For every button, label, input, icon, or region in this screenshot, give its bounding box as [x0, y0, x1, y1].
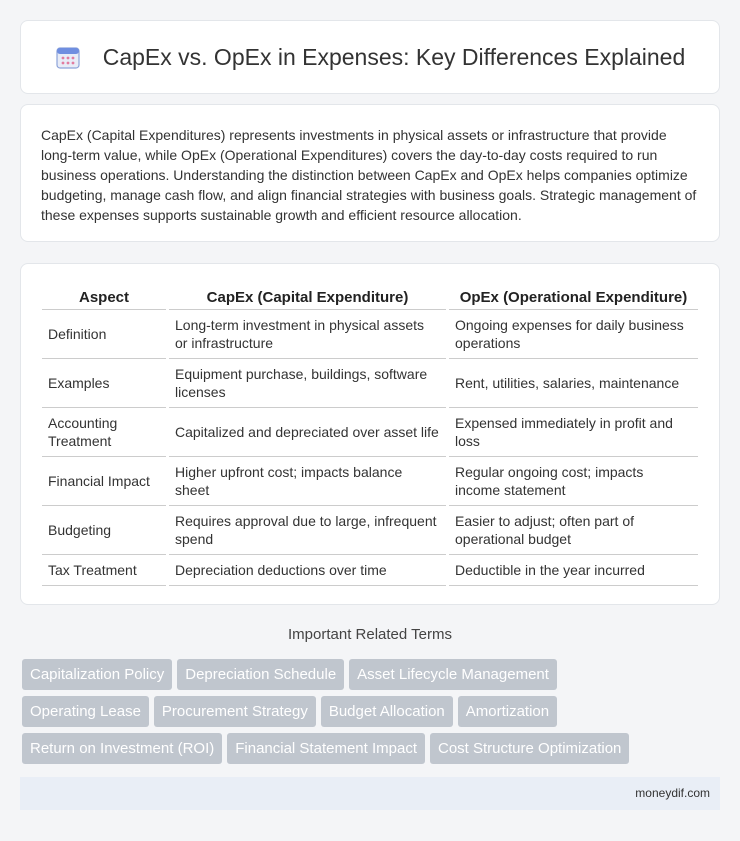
table-cell: Examples — [42, 359, 166, 408]
tag-depreciation-schedule[interactable]: Depreciation Schedule — [177, 659, 344, 690]
header-opex: OpEx (Operational Expenditure) — [449, 284, 698, 310]
table-cell: Deductible in the year incurred — [449, 555, 698, 586]
table-card — [20, 263, 720, 605]
tag-amortization[interactable]: Amortization — [458, 696, 557, 727]
table-cell: Depreciation deductions over time — [169, 555, 446, 586]
table-cell: Regular ongoing cost; impacts income statement — [449, 457, 698, 506]
table-cell: Higher upfront cost; impacts balance sheet — [169, 457, 446, 506]
tag-cost-structure-optimization[interactable]: Cost Structure Optimization — [430, 733, 629, 764]
tag-return-on-investment[interactable]: Return on Investment (ROI) — [22, 733, 222, 764]
title-card — [20, 20, 720, 94]
tag-asset-lifecycle-management[interactable]: Asset Lifecycle Management — [349, 659, 557, 690]
table-cell: Ongoing expenses for daily business operations — [449, 310, 698, 359]
table-row — [42, 408, 698, 457]
table-cell: Financial Impact — [42, 457, 166, 506]
intro-card — [20, 104, 720, 242]
tag-row — [22, 659, 702, 690]
table-cell: Capitalized and depreciated over asset life — [169, 408, 446, 457]
table-cell: Requires approval due to large, infrequent spend — [169, 506, 446, 555]
table-cell: Definition — [42, 310, 166, 359]
table-cell: Tax Treatment — [42, 555, 166, 586]
tag-row — [22, 733, 702, 764]
table-cell: Easier to adjust; often part of operational budget — [449, 506, 698, 555]
tag-capitalization-policy[interactable]: Capitalization Policy — [22, 659, 172, 690]
table-cell: Rent, utilities, salaries, maintenance — [449, 359, 698, 408]
table-cell: Expensed immediately in profit and loss — [449, 408, 698, 457]
header-aspect: Aspect — [42, 284, 166, 310]
footer-site-link[interactable]: moneydif.com — [635, 786, 710, 800]
table-cell: Long-term investment in physical assets or infrastructure — [169, 310, 446, 359]
table-row — [42, 457, 698, 506]
table-header-row — [42, 284, 698, 310]
related-terms-title: Important Related Terms — [288, 626, 452, 643]
page-title: CapEx vs. OpEx in Expenses: Key Differences Explained — [102, 43, 686, 70]
tag-operating-lease[interactable]: Operating Lease — [22, 696, 149, 727]
table-cell: Equipment purchase, buildings, software licenses — [169, 359, 446, 408]
table-row — [42, 555, 698, 586]
footer — [20, 777, 720, 810]
tag-row — [22, 696, 702, 727]
table-row — [42, 310, 698, 359]
tag-procurement-strategy[interactable]: Procurement Strategy — [154, 696, 316, 727]
header-capex: CapEx (Capital Expenditure) — [169, 284, 446, 310]
tag-financial-statement-impact[interactable]: Financial Statement Impact — [227, 733, 425, 764]
table-cell: Budgeting — [42, 506, 166, 555]
related-terms — [22, 659, 702, 770]
calendar-icon — [55, 44, 81, 70]
table-row — [42, 506, 698, 555]
intro-text: CapEx (Capital Expenditures) represents investments in physical assets or infrastructure that provide long-term value, while OpEx (Operational Expenditures) covers the day-to-day costs required to run business operations. Understanding the distinction between CapEx and OpEx helps companies optimize budgeting, manage cash flow, and align financial strategies with business goals. Strategic management of these expenses supports sustainable growth and efficient resource allocation. — [41, 127, 697, 223]
comparison-table — [39, 284, 701, 586]
table-cell: Accounting Treatment — [42, 408, 166, 457]
table-row — [42, 359, 698, 408]
tag-budget-allocation[interactable]: Budget Allocation — [321, 696, 453, 727]
